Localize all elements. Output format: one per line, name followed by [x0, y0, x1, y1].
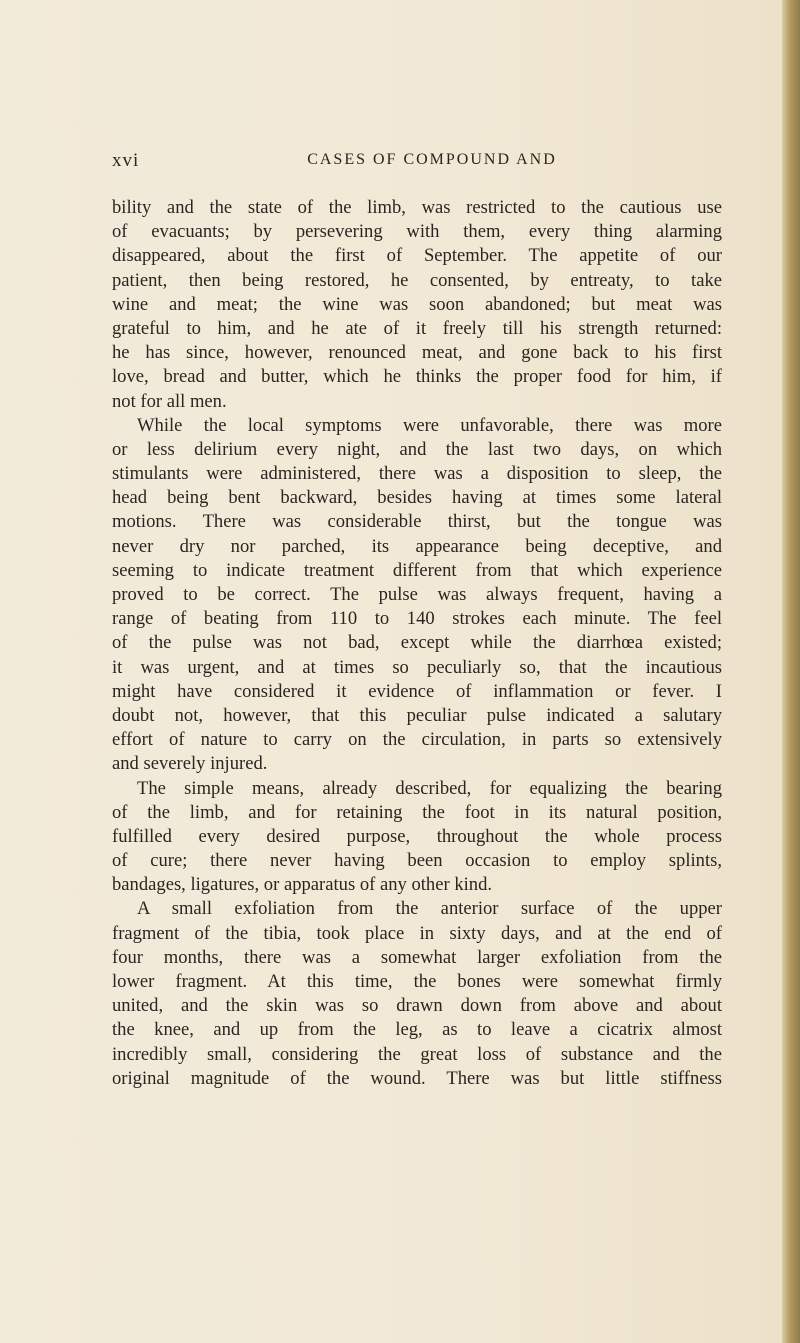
text-line: never dry nor parched, its appearance being deceptive, and [112, 535, 722, 557]
paragraph [112, 777, 722, 898]
text-line: bandages, ligatures, or apparatus of any other kind. [112, 874, 493, 896]
text-line: effort of nature to carry on the circulation, in parts so extensively [112, 729, 722, 751]
text-line: wine and meat; the wine was soon abandoned; but meat was [112, 293, 722, 315]
page-header [112, 150, 722, 176]
text-line: lower fragment. At this time, the bones were somewhat firmly [112, 971, 722, 992]
text-line: of cure; there never having been occasion to employ splints, [112, 850, 722, 872]
text-line: the knee, and up from the leg, as to leave a cicatrix almost [112, 1019, 722, 1041]
text-line: patient, then being restored, he consented, by entreaty, to take [112, 269, 722, 291]
paragraph [112, 897, 722, 1091]
text-line: range of beating from 110 to 140 strokes each minute. The feel [112, 608, 722, 630]
text-line: disappeared, about the first of September. The appetite of our [112, 245, 722, 267]
text-line: four months, there was a somewhat larger exfoliation from the [112, 946, 722, 968]
paragraph [112, 414, 722, 777]
text-line: doubt not, however, that this peculiar pulse indicated a salutary [112, 704, 722, 726]
text-line: of the limb, and for retaining the foot in its natural position, [112, 801, 722, 823]
text-line: fulfilled every desired purpose, throughout the whole process [112, 825, 722, 847]
text-line: of evacuants; by persevering with them, every thing alarming [112, 221, 722, 243]
running-title: CASES OF COMPOUND AND [307, 151, 557, 168]
text-line: The simple means, already described, for equalizing the bearing [137, 777, 722, 799]
text-line: original magnitude of the wound. There was but little stiffness [112, 1067, 722, 1089]
text-line: seeming to indicate treatment different from that which experience [112, 559, 722, 581]
text-line: incredibly small, considering the great loss of substance and the [112, 1043, 722, 1065]
paragraph [112, 196, 722, 414]
text-line: might have considered it evidence of inflammation or fever. I [112, 680, 722, 702]
text-line: of the pulse was not bad, except while the diarrhœa existed; [112, 632, 722, 654]
text-line: head being bent backward, besides having at times some lateral [112, 487, 722, 509]
text-line: it was urgent, and at times so peculiarly so, that the incautious [112, 656, 722, 678]
text-line: A small exfoliation from the anterior surface of the upper [137, 898, 722, 920]
text-line: not for all men. [112, 390, 227, 412]
text-line: and severely injured. [112, 753, 268, 775]
text-line: While the local symptoms were unfavorable, there was more [137, 414, 722, 436]
text-line: united, and the skin was so drawn down from above and about [112, 995, 722, 1017]
text-line: or less delirium every night, and the last two days, on which [112, 438, 722, 460]
page-edge-shadow [782, 0, 800, 1343]
text-line: fragment of the tibia, took place in sixty days, and at the end of [112, 922, 722, 944]
text-line: bility and the state of the limb, was restricted to the cautious use [112, 197, 722, 218]
text-line: love, bread and butter, which he thinks the proper food for him, if [112, 366, 722, 388]
text-line: he has since, however, renounced meat, and gone back to his first [112, 342, 722, 364]
text-line: grateful to him, and he ate of it freely till his strength returned: [112, 317, 722, 339]
page-number: xvi [112, 150, 140, 171]
text-line: stimulants were administered, there was a disposition to sleep, the [112, 463, 722, 485]
text-line: proved to be correct. The pulse was always frequent, having a [112, 584, 722, 605]
body-text [112, 196, 722, 1091]
text-line: motions. There was considerable thirst, but the tongue was [112, 511, 722, 533]
